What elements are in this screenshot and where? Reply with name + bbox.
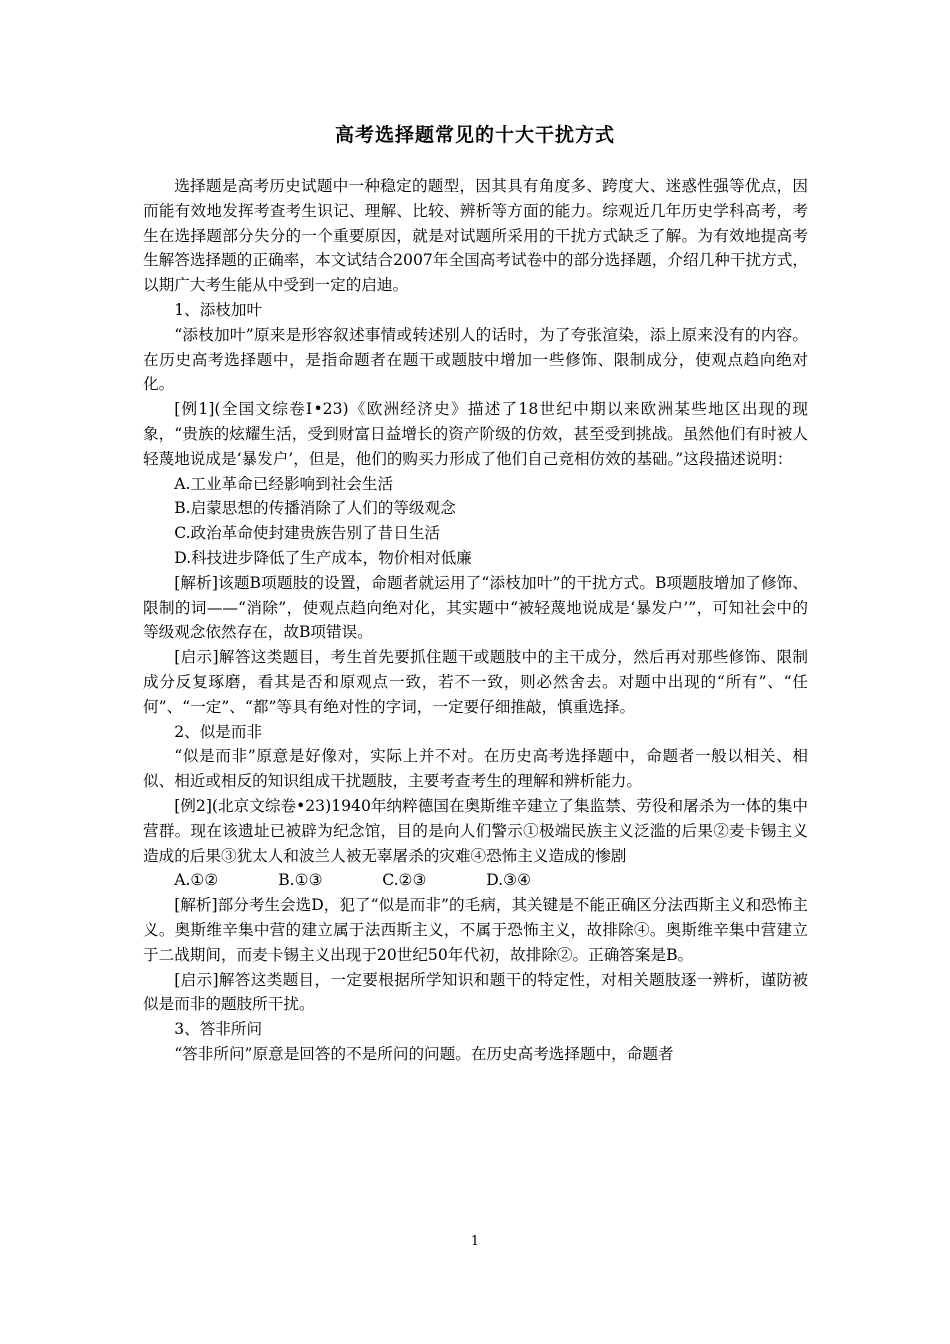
example-1-insight: [启示]解答这类题目，考生首先要抓住题干或题肢中的主干成分，然后再对那些修饰、限制成分反复琢磨，看其是否和原观点一致，若不一致，则必然舍去。对题中出现的“所有”、“任何”、“一定”、“都”等具有绝对性的字词，一定要仔细推敲，慎重选择。: [143, 648, 808, 716]
example-2-option-d: D.③④: [486, 871, 532, 890]
example-2-insight: [启示]解答这类题目，一定要根据所学知识和题干的特定性，对相关题肢逐一辨析，谨防被似是而非的题肢所干扰。: [143, 970, 808, 1014]
example-2-option-c: C.②③: [382, 871, 427, 890]
document-title: 高考选择题常见的十大干扰方式: [334, 124, 615, 146]
example-1-analysis: [解析]该题B项题肢的设置，命题者就运用了“添枝加叶”的干扰方式。B项题肢增加了修饰、限制的词——“消除”，使观点趋向绝对化，其实题中“被轻蔑地说成是‘暴发户’”，可知社会中的等级观念依然存在，故B项错误。: [143, 573, 808, 642]
section-3-definition: “答非所问”原意是回答的不是所问的问题。在历史高考选择题中，命题者: [174, 1044, 674, 1063]
example-2-options: [143, 868, 808, 893]
example-1-option-c: C.政治革命使封建贵族告别了昔日生活: [174, 524, 441, 543]
example-1-option-a: A.工业革命已经影响到社会生活: [174, 474, 394, 493]
example-2-option-b: B.①③: [278, 871, 323, 890]
example-2-question: [例2](北京文综卷•23)1940年纳粹德国在奥斯维辛建立了集监禁、劳役和屠杀为一体的集中营群。现在该遗址已被辟为纪念馆，目的是向人们警示①极端民族主义泛滥的后果②麦卡锡主义造成的后果③犹太人和波兰人被无辜屠杀的灾难④恐怖主义造成的惨剧: [143, 796, 808, 865]
example-2-analysis: [解析]部分考生会选D，犯了“似是而非”的毛病，其关键是不能正确区分法西斯主义和恐怖主义。奥斯维辛集中营的建立属于法西斯主义，不属于恐怖主义，故排除④。奥斯维辛集中营建立于二战期间，而麦卡锡主义出现于20世纪50年代初，故排除②。正确答案是B。: [143, 896, 808, 964]
example-1-option-b: B.启蒙思想的传播消除了人们的等级观念: [174, 499, 456, 518]
intro-paragraph: 选择题是高考历史试题中一种稳定的题型，因其具有角度多、跨度大、迷惑性强等优点，因而能有效地发挥考查考生识记、理解、比较、辨析等方面的能力。综观近几年历史学科高考，考生在选择题部分失分的一个重要原因，就是对试题所采用的干扰方式缺乏了解。为有效地提高考生解答选择题的正确率，本文试结合2007年全国高考试卷中的部分选择题，介绍几种干扰方式，以期广大考生能从中受到一定的启迪。: [143, 177, 808, 295]
section-heading-2: 2、似是而非: [174, 722, 263, 741]
section-1-definition: “添枝加叶”原来是形容叙述事情或转述别人的话时，为了夸张渲染，添上原来没有的内容。在历史高考选择题中，是指命题者在题干或题肢中增加一些修饰、限制成分，使观点趋向绝对化。: [143, 325, 808, 394]
section-heading-1: 1、添枝加叶: [174, 300, 263, 319]
section-2-definition: “似是而非”原意是好像对，实际上并不对。在历史高考选择题中，命题者一般以相关、相似、相近或相反的知识组成干扰题肢，主要考查考生的理解和辨析能力。: [143, 747, 808, 791]
example-2-option-a: A.①②: [174, 871, 219, 890]
section-heading-3: 3、答非所问: [174, 1020, 263, 1039]
document-body: [143, 174, 808, 1067]
page-number: 1: [470, 1234, 480, 1249]
example-1-option-d: D.科技进步降低了生产成本，物价相对低廉: [174, 548, 472, 567]
example-1-question: [例1](全国文综卷Ⅰ•23)《欧洲经济史》描述了18世纪中期以来欧洲某些地区出现的现象，“贵族的炫耀生活，受到财富日益增长的资产阶级的仿效，甚至受到挑战。虽然他们有时被人轻蔑地说成是‘暴发户’，但是，他们的购买力形成了他们自己竞相仿效的基础。”这段描述说明：: [143, 400, 808, 468]
